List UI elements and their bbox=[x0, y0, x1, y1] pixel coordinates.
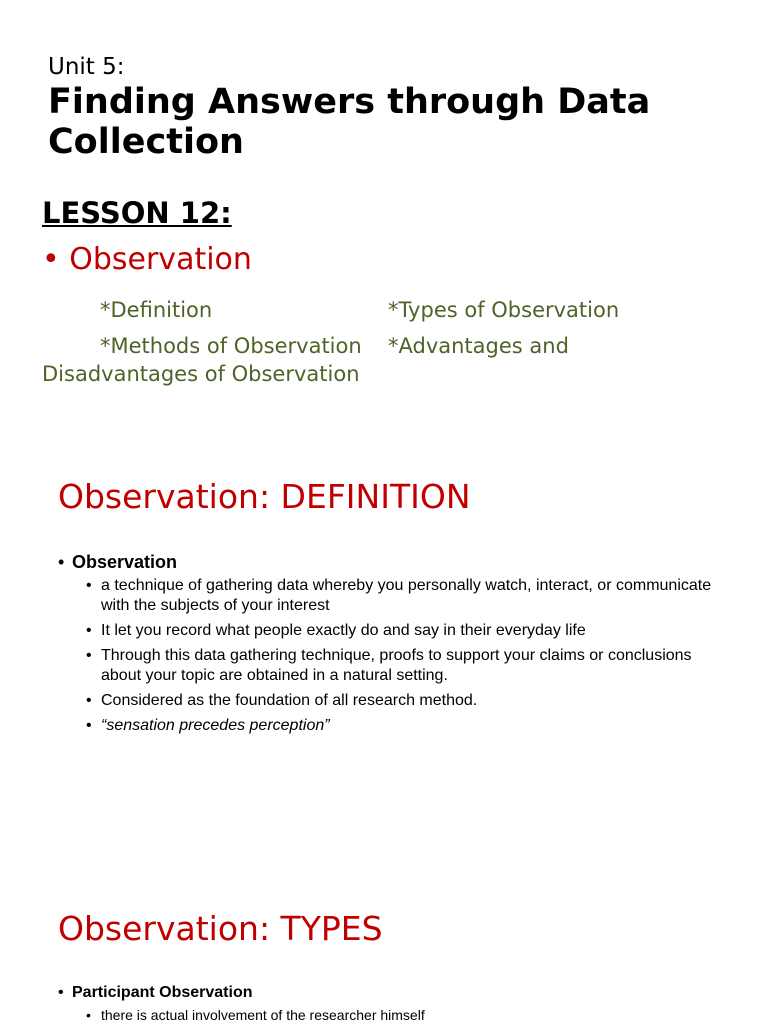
sub-bullet-list bbox=[58, 1006, 718, 1024]
sub-bullet: • there is actual involvement of the researcher himself bbox=[86, 1006, 718, 1024]
subtopic-definition: *Definition bbox=[100, 298, 213, 322]
topic-text: Observation bbox=[69, 242, 252, 277]
subtopic-methods: *Methods of Observation bbox=[100, 334, 362, 358]
subtopic-types: *Types of Observation bbox=[388, 298, 620, 322]
sub-bullet: • “sensation precedes perception” bbox=[86, 716, 718, 736]
main-bullet: • Observation bbox=[58, 552, 178, 572]
sub-bullet: • It let you record what people exactly do and say in their everyday life bbox=[86, 621, 718, 641]
main-bullet-text: Observation bbox=[72, 552, 178, 572]
main-bullet: • Participant Observation bbox=[58, 982, 718, 1004]
bullet-content bbox=[58, 982, 718, 1024]
main-bullet-text: Participant Observation bbox=[72, 984, 253, 1001]
sub-bullet-text: Through this data gathering technique, proofs to support your claims or conclusions about your topic are obtained in a natural setting. bbox=[101, 647, 692, 684]
section-title: Observation: TYPES bbox=[58, 909, 383, 948]
bullet-content bbox=[58, 550, 718, 741]
sub-bullet: • Through this data gathering technique, proofs to support your claims or conclusions about your topic are obtained in a natural setting. bbox=[86, 646, 718, 686]
sub-bullet: • Considered as the foundation of all research method. bbox=[86, 691, 718, 711]
sub-bullet-list bbox=[58, 576, 718, 736]
sub-bullet-text: Considered as the foundation of all research method. bbox=[101, 692, 478, 709]
subtopic-row bbox=[42, 332, 642, 360]
topic-bullet: • Observation bbox=[42, 242, 252, 277]
subtopic-row bbox=[42, 360, 642, 388]
slide-definition bbox=[0, 440, 768, 870]
sub-bullet-text: It let you record what people exactly do and say in their everyday life bbox=[101, 622, 586, 639]
sub-bullet: • a technique of gathering data whereby you personally watch, interact, or communicate with the subjects of your interest bbox=[86, 576, 718, 616]
sub-bullet-text: there is actual involvement of the researcher himself bbox=[101, 1007, 425, 1023]
unit-title: Finding Answers through Data Collection bbox=[48, 82, 651, 162]
lesson-label: LESSON 12: bbox=[42, 196, 232, 230]
subtopic-list bbox=[42, 296, 642, 388]
unit-label: Unit 5: bbox=[48, 54, 125, 80]
subtopic-advantages: *Advantages and bbox=[388, 334, 569, 358]
sub-bullet-text: a technique of gathering data whereby you personally watch, interact, or communicate with the subjects of your interest bbox=[101, 577, 712, 614]
slide-types bbox=[0, 870, 768, 1024]
subtopic-disadvantages: Disadvantages of Observation bbox=[42, 362, 360, 386]
slide-title bbox=[0, 0, 768, 440]
sub-bullet-quote: “sensation precedes perception” bbox=[101, 717, 330, 734]
section-title: Observation: DEFINITION bbox=[58, 477, 471, 516]
subtopic-row bbox=[42, 296, 642, 324]
